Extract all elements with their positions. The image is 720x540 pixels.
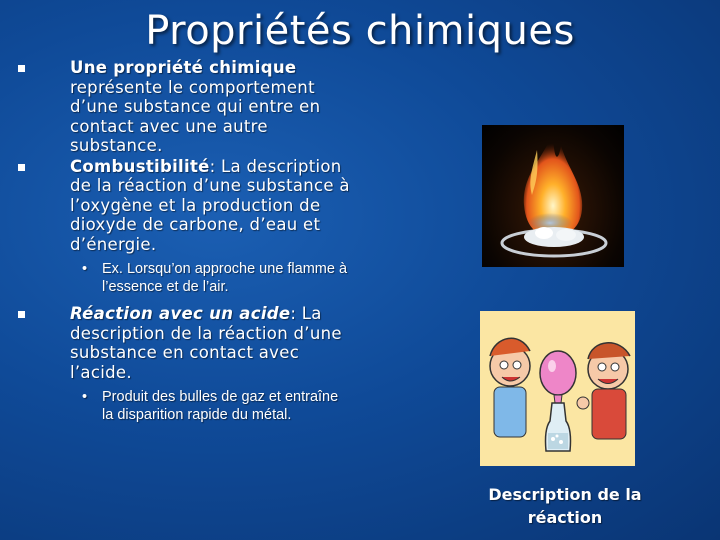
round-bullet-icon: • [82,389,88,405]
bullet-text: : La description de la réaction d’une substance à l’oxygène et la production de dioxyde de carbone, d’eau et d’énergie. [70,156,350,254]
subbullet-text: Ex. Lorsqu’on approche une flamme à l’essence et de l’air. [102,261,348,295]
square-bullet-icon [18,65,25,72]
bullet-chemical-property [12,58,357,156]
round-bullet-icon: • [82,261,88,277]
bullet-lead: Combustibilité [70,156,210,176]
image-caption: Description de la réaction [488,485,642,527]
flame-photo [482,125,624,267]
subbullet-text: Produit des bulles de gaz et entraîne la disparition rapide du métal. [102,389,339,423]
bullet-text: représente le comportement d’une substance qui entre en contact avec une autre substance. [70,77,321,155]
bullet-text: : La description de la réaction d’une substance en contact avec l’acide. [70,304,342,382]
bullet-list [12,58,357,424]
square-bullet-icon [18,164,25,171]
page-title: Propriétés chimiques [145,8,575,54]
bullet-lead: Une propriété chimique [70,58,297,77]
bullet-acid-reaction [12,304,357,382]
flame-illustration [482,125,624,267]
subbullet-acid-result [12,389,352,424]
bullet-lead: Réaction avec un acide [70,304,291,323]
square-bullet-icon [18,311,25,318]
bullet-combustibility [12,157,357,255]
balloon-cartoon [480,311,635,466]
subbullet-combustibility-example [12,261,352,296]
balloon-illustration [480,311,635,466]
